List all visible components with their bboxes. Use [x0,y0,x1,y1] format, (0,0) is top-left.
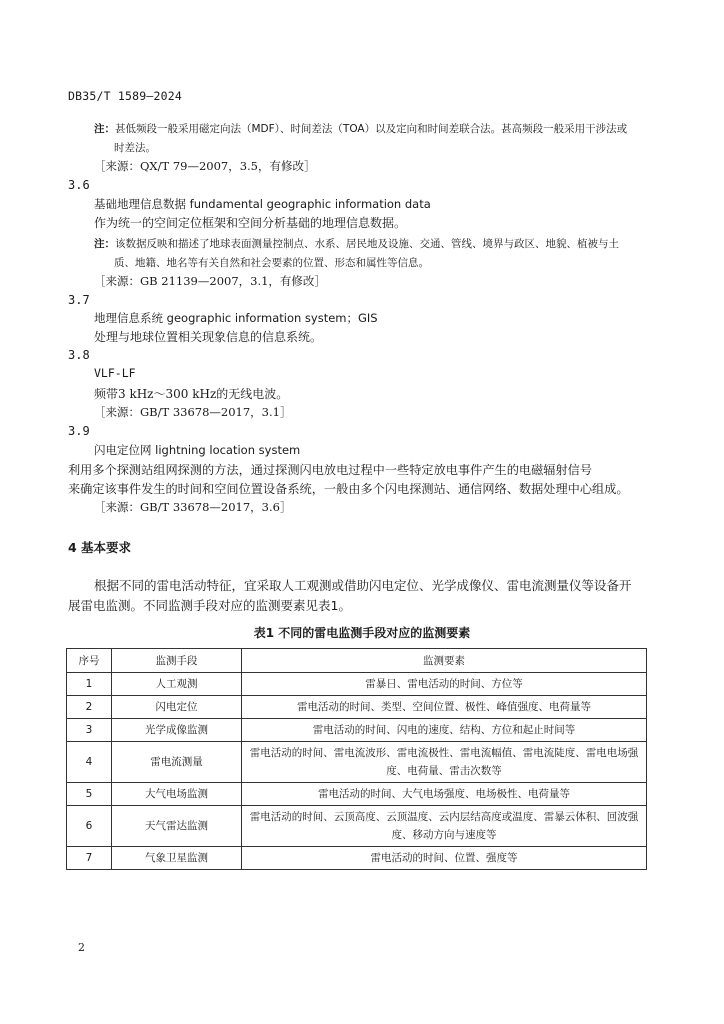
page-number: 2 [78,941,85,954]
note-line-continuation: 质、地籍、地名等有关自然和社会要素的位置、形态和属性等信息。 [114,257,429,269]
cell-elements: 雷电活动的时间、云顶高度、云顶温度、云内层结高度或温度、雷暴云体积、回波强度、移动方向与速度等 [242,806,647,847]
cell-method: 光学成像监测 [112,719,242,742]
term-definition: 处理与地球位置相关现象信息的信息系统。 [94,330,323,344]
section-paragraph-continuation: 展雷电监测。不同监测手段对应的监测要素见表1。 [68,598,351,613]
table-row [67,806,647,847]
table-row [67,719,647,742]
cell-method: 大气电场监测 [112,783,242,806]
cell-elements: 雷电活动的时间、雷电流波形、雷电流极性、雷电流幅值、雷电流陡度、雷电电场强度、电荷量、雷击次数等 [242,742,647,783]
cell-number: 6 [67,806,112,847]
note-line [94,121,627,136]
note-line [94,236,619,251]
term-number: 3.8 [68,348,90,362]
source-reference: ［来源：GB/T 33678—2017，3.6］ [94,500,292,514]
note-text: 该数据反映和描述了地球表面测量控制点、水系、居民地及设施、交通、管线、境界与政区、地貌、植被与土 [115,238,619,250]
table-row [67,847,647,870]
term-number: 3.7 [68,293,90,307]
note-line-continuation: 时差法。 [114,142,156,154]
table-caption: 表1 不同的雷电监测手段对应的监测要素 [253,626,471,640]
cell-elements: 雷电活动的时间、大气电场强度、电场极性、电荷量等 [242,783,647,806]
term-title: VLF-LF [94,366,136,380]
term-number: 3.9 [68,424,90,438]
source-reference: ［来源：GB 21139—2007，3.1，有修改］ [94,274,326,288]
header-cell-elements: 监测要素 [242,649,647,673]
cell-elements: 雷暴日、雷电活动的时间、方位等 [242,673,647,696]
monitoring-elements-table [66,648,647,870]
cell-elements: 雷电活动的时间、位置、强度等 [242,847,647,870]
term-number: 3.6 [68,178,90,192]
note-label: 注： [94,123,115,135]
cell-number: 1 [67,673,112,696]
cell-number: 3 [67,719,112,742]
cell-method: 闪电定位 [112,696,242,719]
table-row [67,783,647,806]
table-row [67,673,647,696]
note-text: 甚低频段一般采用磁定向法（MDF）、时间差法（TOA）以及定向和时间差联合法。甚高频段一般采用干涉法或 [115,123,628,135]
cell-method: 天气雷达监测 [112,806,242,847]
header-cell-method: 监测手段 [112,649,242,673]
table-header-row [67,649,647,673]
term-definition: 频带3 kHz～300 kHz的无线电波。 [94,387,289,401]
cell-number: 4 [67,742,112,783]
source-reference: ［来源：QX/T 79—2007，3.5，有修改］ [94,159,316,173]
source-reference: ［来源：GB/T 33678—2017，3.1］ [94,405,292,419]
term-title: 地理信息系统 geographic information system；GIS [94,311,378,325]
cell-elements: 雷电活动的时间、闪电的速度、结构、方位和起止时间等 [242,719,647,742]
cell-elements: 雷电活动的时间、类型、空间位置、极性、峰值强度、电荷量等 [242,696,647,719]
cell-method: 雷电流测量 [112,742,242,783]
document-code-header: DB35/T 1589—2024 [68,89,182,103]
term-title: 基础地理信息数据 fundamental geographic information data [94,197,431,211]
note-label: 注： [94,238,115,250]
cell-number: 7 [67,847,112,870]
section-paragraph: 根据不同的雷电活动特征，宜采取人工观测或借助闪电定位、光学成像仪、雷电流测量仪等设备开 [94,578,632,593]
term-definition-continuation: 来确定该事件发生的时间和空间位置设备系统，一般由多个闪电探测站、通信网络、数据处理中心组成。 [68,482,629,496]
cell-method: 气象卫星监测 [112,847,242,870]
header-cell-number: 序号 [67,649,112,673]
table-row [67,742,647,783]
term-title: 闪电定位网 lightning location system [94,443,301,457]
table-row [67,696,647,719]
cell-method: 人工观测 [112,673,242,696]
term-definition: 利用多个探测站组网探测的方法，通过探测闪电放电过程中一些特定放电事件产生的电磁辐射信号 [68,463,593,477]
term-definition: 作为统一的空间定位框架和空间分析基础的地理信息数据。 [94,216,407,230]
cell-number: 2 [67,696,112,719]
cell-number: 5 [67,783,112,806]
section-heading: 4 基本要求 [68,540,132,555]
